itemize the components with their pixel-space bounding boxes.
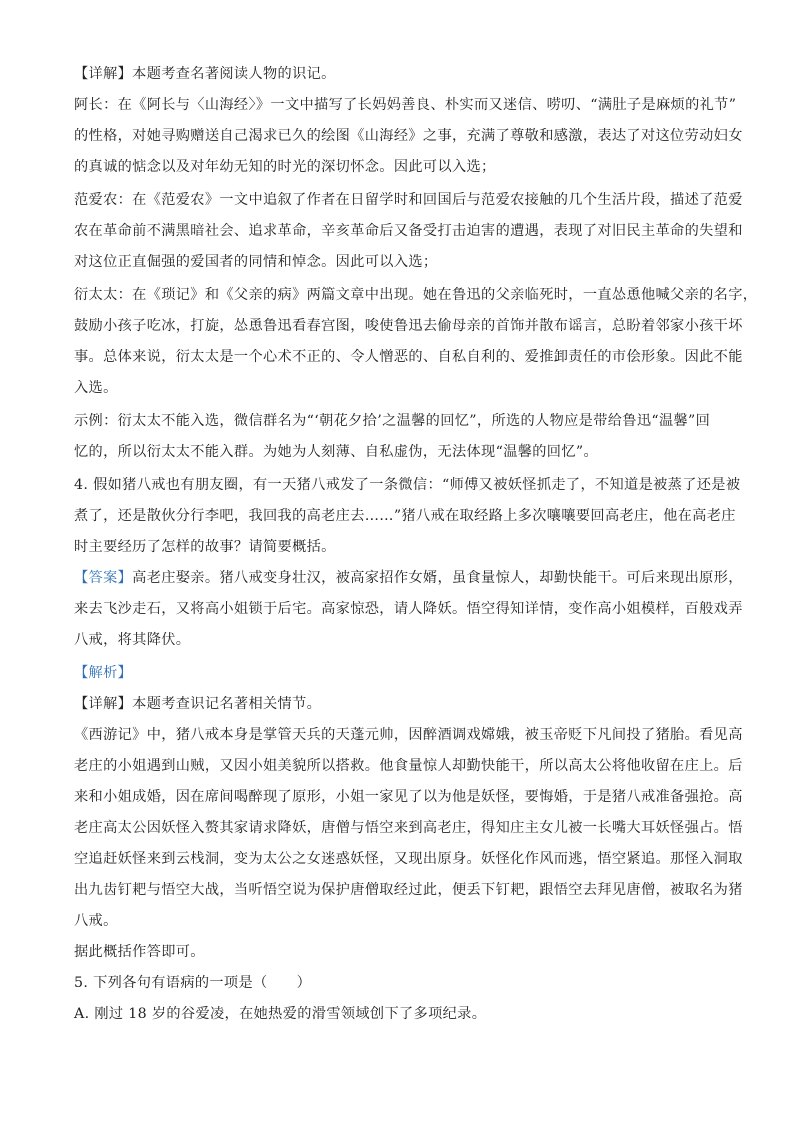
text-line: [74, 157, 724, 177]
line-text: 阿长：在《阿长与〈山海经〉》一文中描写了长妈妈善良、朴实而又迷信、唠叨、“满肚子是麻烦的礼节”: [74, 97, 737, 113]
line-text: 农在革命前不满黑暗社会、追求革命，辛亥革命后又备受打击迫害的遭遇，表现了对旧民主革命的失望和: [74, 223, 743, 239]
line-text: 据此概括作答即可。: [74, 944, 205, 960]
text-line: [74, 252, 724, 272]
line-text: 【详解】本题考查名著阅读人物的识记。: [74, 66, 336, 82]
line-text: 入选。: [74, 380, 118, 396]
line-text: 来和小姐成婚，因在席间喝醉现了原形，小姐一家见了以为他是妖怪，要悔婚，于是猪八戒准备强抢。高: [74, 789, 743, 805]
text-line: [74, 126, 743, 146]
text-line: [74, 942, 724, 962]
line-text: 的真诚的惦念以及对年幼无知的时光的深切怀念。因此可以入选；: [74, 159, 496, 175]
line-text: 鼓励小孩子吃冰，打旋，怂恿鲁迅看春宫图，唆使鲁迅去偷母亲的首饰并散布谣言，总盼着邻家小孩干坏: [74, 318, 743, 334]
text-line: [74, 506, 736, 526]
line-text: 来去飞沙走石，又将高小姐锁于后宅。高家惊恐，请人降妖。悟空得知详情，变作高小姐模样，百般戏弄: [74, 601, 743, 617]
text-line: [74, 190, 743, 210]
line-text: 4. 假如猪八戒也有朋友圈，有一天猪八戒发了一条微信：“师傅又被妖怪抓走了，不知道是被蒸了还是被: [74, 477, 741, 493]
text-line: [74, 694, 724, 714]
text-line: [74, 568, 743, 588]
line-text: 5. 下列各句有语病的一项是（ ）: [74, 975, 312, 991]
section-tag: 【答案】: [74, 570, 133, 586]
line-text: 事。总体来说，衍太太是一个心术不正的、令人憎恶的、自私自利的、爱推卸责任的市侩形象。因此不能: [74, 349, 743, 365]
text-line: [74, 378, 724, 398]
line-text: 示例：衍太太不能入选，微信群名为“‘朝花夕拾’之温馨的回忆”，所选的人物应是带给鲁迅“温馨”回: [74, 413, 711, 429]
section-tag: 【解析】: [74, 665, 133, 681]
text-line: [74, 347, 743, 367]
line-text: 【详解】本题考查识记名著相关情节。: [74, 696, 322, 712]
text-line: [74, 756, 743, 776]
text-line: [74, 1004, 724, 1024]
text-line: [74, 285, 758, 305]
line-text: 空追赶妖怪来到云栈洞，变为太公之女迷惑妖怪，又现出原身。妖怪化作风而逃，悟空紧追。那怪入洞取: [74, 851, 743, 867]
text-line: [74, 818, 743, 838]
text-line: [74, 316, 743, 336]
text-line: [74, 475, 741, 495]
text-line: [74, 787, 743, 807]
line-text: 八戒。: [74, 913, 118, 929]
text-line: [74, 537, 724, 557]
line-text: 忆的，所以衍太太不能入群。为她为人刻薄、自私虚伪，无法体现“温馨的回忆”。: [74, 444, 599, 460]
line-text: 范爱农：在《范爱农》一文中追叙了作者在日留学时和回国后与范爱农接触的几个生活片段，描述了范爱: [74, 192, 743, 208]
line-text: 老庄高太公因妖怪入赘其家请求降妖，唐僧与悟空来到高老庄，得知庄主女儿被一长嘴大耳妖怪强占。悟: [74, 820, 743, 836]
line-text: 的性格，对她寻购赠送自己渴求已久的绘图《山海经》之事，充满了尊敬和感激，表达了对这位劳动妇女: [74, 128, 743, 144]
text-line: [74, 221, 743, 241]
line-text: A. 刚过 18 岁的谷爱凌，在她热爱的滑雪领域创下了多项纪录。: [74, 1006, 487, 1022]
text-line: [74, 849, 743, 869]
text-line: [74, 911, 724, 931]
line-text: 老庄的小姐遇到山贼，又因小姐美貌所以搭救。他食量惊人却勤快能干，所以高太公将他收留在庄上。后: [74, 758, 743, 774]
line-text: 出九齿钉耙与悟空大战，当听悟空说为保护唐僧取经过此，便丢下钉耙，跟悟空去拜见唐僧，被取名为猪: [74, 882, 743, 898]
text-line: [74, 411, 724, 431]
line-text: 对这位正直倔强的爱国者的同情和悼念。因此可以入选；: [74, 254, 438, 270]
text-line: [74, 95, 737, 115]
line-text: 高老庄娶亲。猪八戒变身壮汉，被高家招作女婿，虽食量惊人，却勤快能干。可后来现出原形，: [132, 570, 743, 586]
text-line: [74, 663, 724, 683]
text-line: [74, 725, 743, 745]
line-text: 煮了，还是散伙分行李吧，我回我的高老庄去……”猪八戒在取经路上多次嚷嚷要回高老庄，他在高老庄: [74, 508, 736, 524]
text-line: [74, 630, 724, 650]
line-text: 衍太太：在《琐记》和《父亲的病》两篇文章中出现。她在鲁迅的父亲临死时，一直怂恿他喊父亲的名字，: [74, 287, 758, 303]
text-line: [74, 880, 743, 900]
line-text: 八戒，将其降伏。: [74, 632, 191, 648]
line-text: 时主要经历了怎样的故事？请简要概括。: [74, 539, 336, 555]
line-text: 《西游记》中，猪八戒本身是掌管天兵的天蓬元帅，因醉酒调戏嫦娥，被玉帝贬下凡间投了猪胎。看见高: [74, 727, 743, 743]
text-line: [74, 599, 743, 619]
text-line: [74, 64, 724, 84]
text-line: [74, 442, 724, 462]
text-line: [74, 973, 724, 993]
